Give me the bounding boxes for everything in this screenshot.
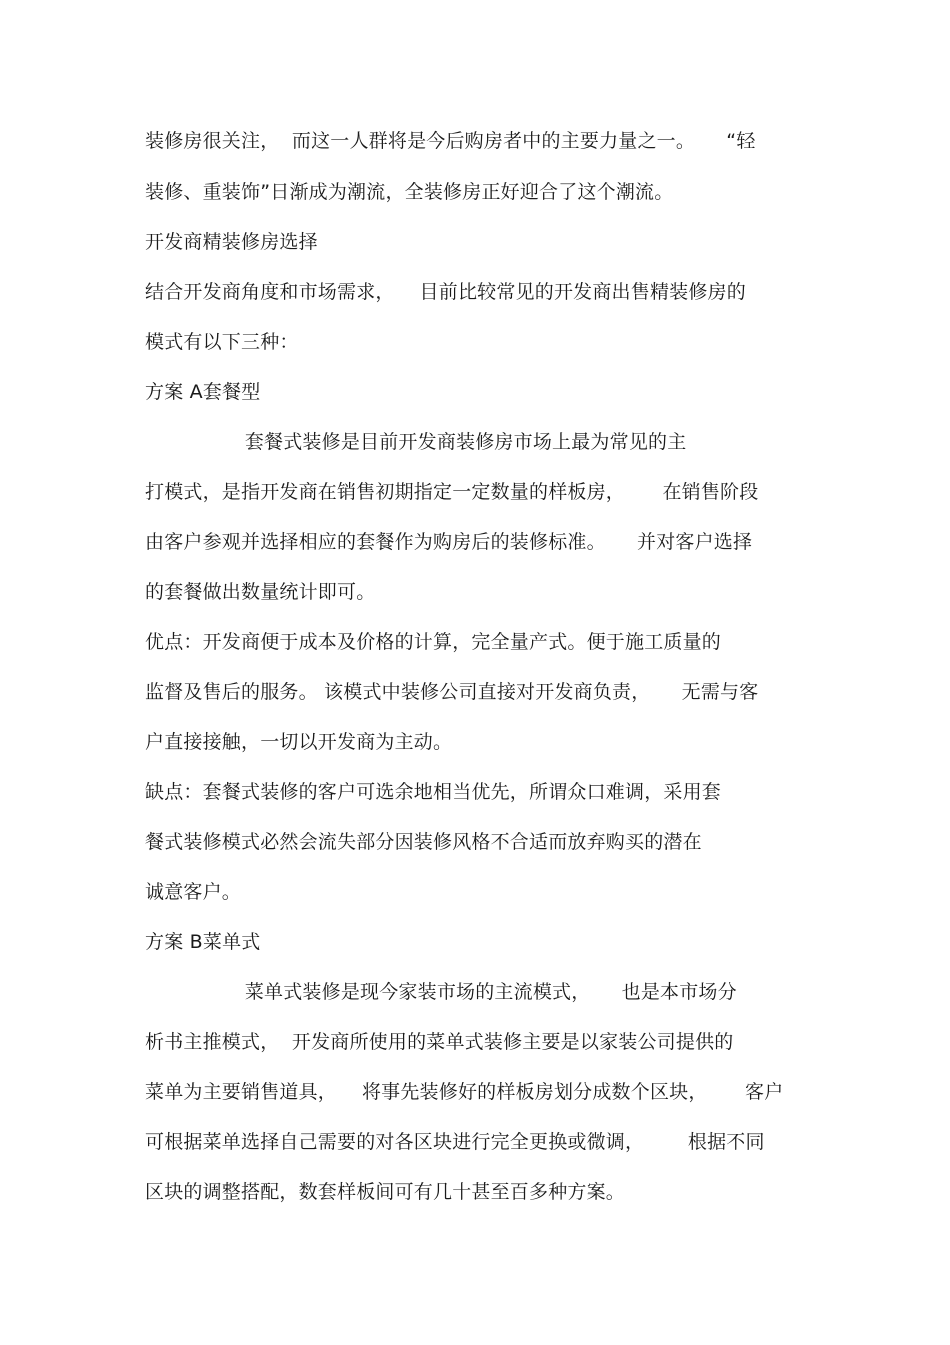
text-line: 缺点：套餐式装修的客户可选余地相当优先，所谓众口难调，采用套: [145, 781, 722, 803]
text-line: 菜单式装修是现今家装市场的主流模式， 也是本市场分: [145, 981, 737, 1003]
text-line: 模式有以下三种：: [145, 331, 299, 353]
text-line: 户直接接触，一切以开发商为主动。: [145, 731, 453, 753]
text-line: 餐式装修模式必然会流失部分因装修风格不合适而放弃购买的潜在: [145, 831, 702, 853]
text-line: 监督及售后的服务。 该模式中装修公司直接对开发商负责， 无需与客: [145, 681, 759, 703]
text-line: 打模式，是指开发商在销售初期指定一定数量的样板房， 在销售阶段: [145, 481, 759, 503]
text-line: 菜单为主要销售道具， 将事先装修好的样板房划分成数个区块， 客户: [145, 1081, 784, 1103]
plan-a-heading: 方案 A套餐型: [145, 381, 261, 403]
text-line: 的套餐做出数量统计即可。: [145, 581, 376, 603]
text-line: 装修、重装饰”日渐成为潮流，全装修房正好迎合了这个潮流。: [145, 181, 674, 203]
text-line: 可根据菜单选择自己需要的对各区块进行完全更换或微调， 根据不同: [145, 1131, 765, 1153]
text-line: 诚意客户。: [145, 881, 242, 903]
text-line: 结合开发商角度和市场需求， 目前比较常见的开发商出售精装修房的: [145, 281, 746, 303]
text-line: 由客户参观并选择相应的套餐作为购房后的装修标准。 并对客户选择: [145, 531, 753, 553]
section-heading: 开发商精装修房选择: [145, 231, 318, 253]
text-line: 区块的调整搭配，数套样板间可有几十甚至百多种方案。: [145, 1181, 626, 1203]
plan-b-heading: 方案 B菜单式: [145, 931, 261, 953]
text-line: 析书主推模式， 开发商所使用的菜单式装修主要是以家装公司提供的: [145, 1031, 734, 1053]
text-line: 套餐式装修是目前开发商装修房市场上最为常见的主: [145, 431, 687, 453]
text-line: 装修房很关注， 而这一人群将是今后购房者中的主要力量之一。 “轻: [145, 130, 756, 152]
text-line: 优点：开发商便于成本及价格的计算，完全量产式。便于施工质量的: [145, 631, 722, 653]
